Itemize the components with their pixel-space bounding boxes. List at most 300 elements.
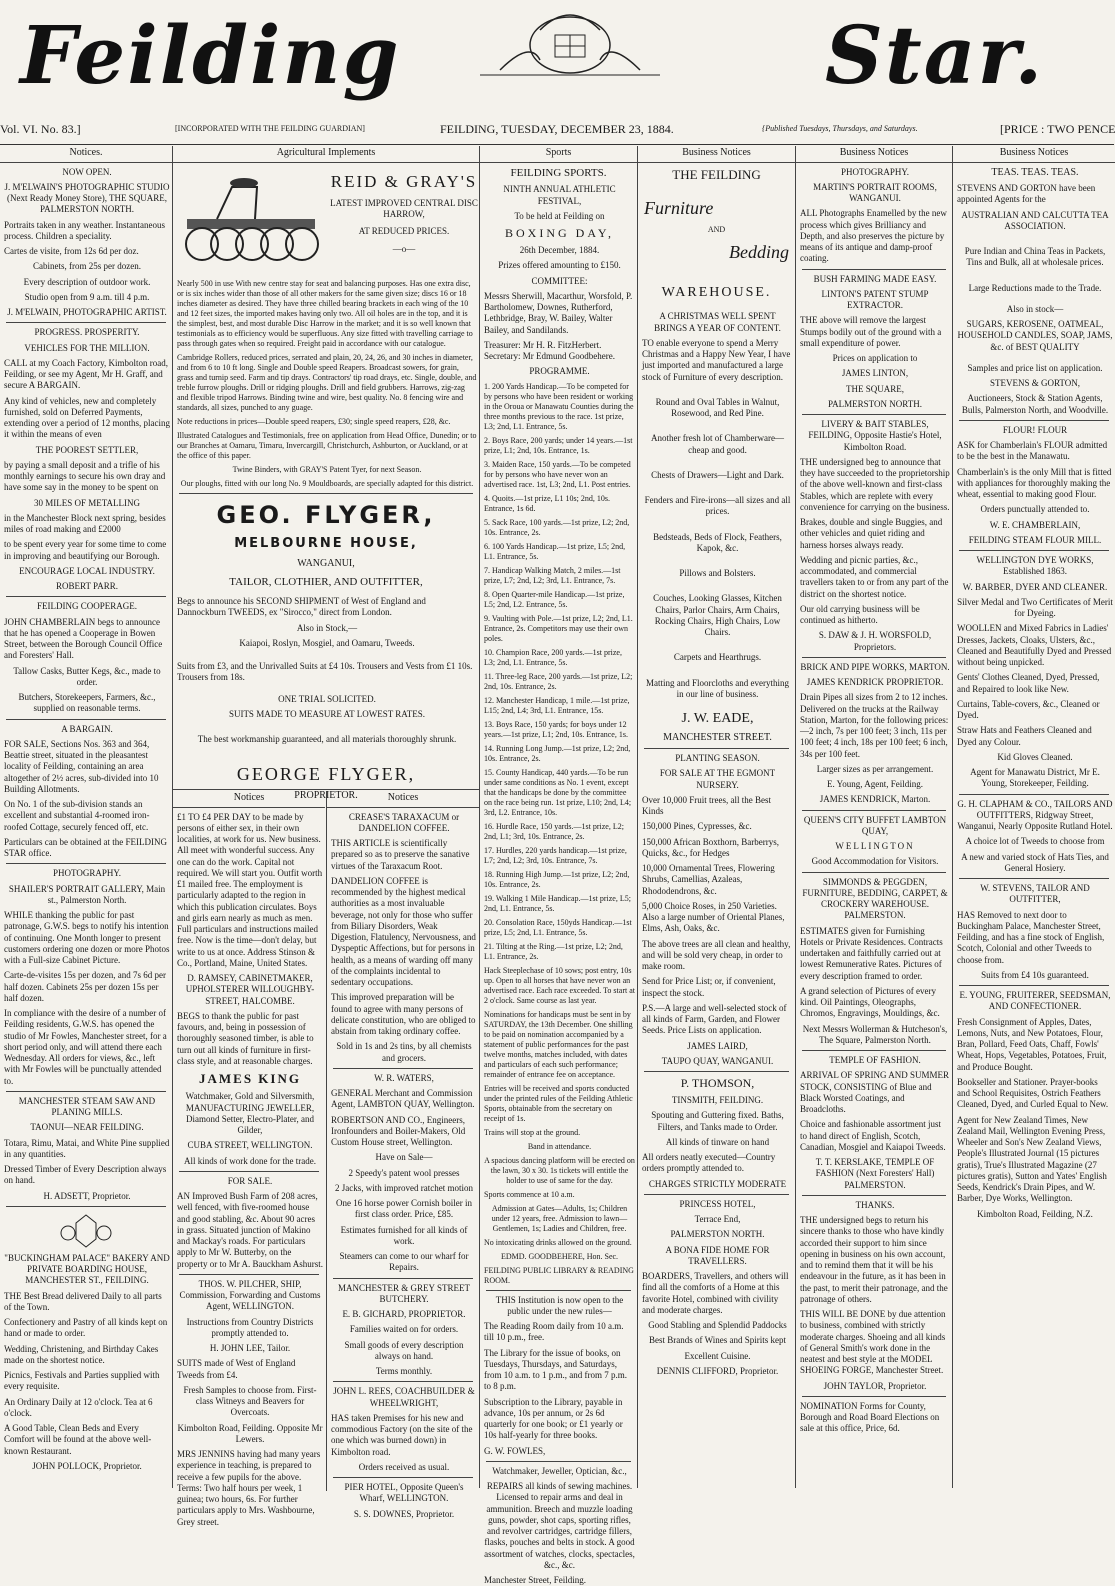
- business-item: Larger sizes as per arrangement.: [816, 763, 934, 774]
- notice-item: CALL at my Coach Factory, Kimbolton road, Feilding, or see my Agent, Mr H. Graff, and secure A BARGAIN.: [4, 357, 169, 391]
- furniture-item: Round and Oval Tables in Walnut, Rosewood, and Red Pine.: [655, 396, 780, 418]
- business-item: Chamberlain's is the only Mill that is fitted with appliances for thoroughly making the wheat, essential to making good Flour.: [957, 466, 1112, 499]
- advert-paragraph: Nearly 500 in use With new centre stay for seat and balancing purposes. Has one extra disc, or is six inches wider than those of all other makers for the same given size; discs 16 or 18 inches diameter as desired. They have three chilled bearing brackets in each wing of the 10 and 12 feet sizes, the imported makes having only two. All oil holes are in the top, and it is the simplest, best, and most durable Disc Harrow in the market; and it is so well known that testimonials as to efficiency would be superfluous. Any size fitted with travelling carriage to pass through gates when so required. Freight paid in accordance with our catalogue.: [177, 278, 473, 348]
- sports-item: Nominations for handicaps must be sent in by SATURDAY, the 13th December. One shilling to be paid on nomination accompanied by a statement of public performances for the past twelve months, matches included, with dates and particulars of each such performance; remainder of entrance fee on acceptance.: [484, 1009, 633, 1079]
- disc-harrow-illustration-icon: [177, 169, 325, 277]
- sports-item: 19. Walking 1 Mile Handicap.—1st prize, L5; 2nd, L1. Entrance, 5s.: [484, 893, 631, 913]
- notice-item: SHAILER'S PORTRAIT GALLERY, Main st., Palmerston North.: [8, 883, 166, 905]
- notice-item: Carte-de-visites 15s per dozen, and 7s 6d per half dozen. Cabinets 25s per dozen 15s per half dozen.: [4, 970, 166, 1003]
- sports-item: A spacious dancing platform will be erected on the lawn, 30 x 30. 1s tickets will entitle the holder to use of same for the day.: [484, 1155, 635, 1185]
- notice-item: Families waited on for orders.: [349, 1324, 459, 1335]
- business-item: W. STEVENS, TAILOR AND OUTFITTER,: [980, 883, 1090, 905]
- notices-list: [0, 167, 172, 1473]
- column-agricultural: [172, 146, 479, 1527]
- advert-paragraph: Cambridge Rollers, reduced prices, serrated and plain, 20, 24, 26, and 30 inches in diameter, and from 6 to 10 ft long. Single and Double speed Reapers. Broadcast sowers, for grain, grass and turnip seed. Farm and tip drays. Contractors' tip road drays, etc. Single, double, and treble furrow ploughs. Drill or ridging ploughs. Drill and field grubbers. Harrows, zig-zag and flexible tripod Harrows. Binding twine and wire, best quality. No. 8 fencing wire and standards, all sizes, punched to any guage.: [177, 352, 477, 412]
- flyger-house: MELBOURNE HOUSE,: [234, 535, 418, 551]
- notice-item: J. M'ELWAIN'S PHOTOGRAPHIC STUDIO (Next Ready Money Store), THE SQUARE, PALMERSTON NORTH.: [4, 181, 170, 215]
- flyger-paragraph: SUITS MADE TO MEASURE AT LOWEST RATES.: [228, 708, 426, 719]
- business-item: SIMMONDS & PEGGDEN, FURNITURE, BEDDING, CARPET, & CROCKERY WAREHOUSE. PALMERSTON.: [802, 876, 948, 921]
- notice-item: PROGRESS. PROSPERITY.: [34, 327, 140, 338]
- tinsmith-item: TINSMITH, FEILDING.: [671, 1095, 764, 1105]
- business-item: G. H. CLAPHAM & CO., TAILORS AND OUTFITTERS, Ridgway Street, Wanganui, Nearly Opposite Rutland Hotel.: [957, 798, 1113, 831]
- notice-item: A Good Table, Clean Beds and Every Comfort will be found at the above well-known Restaurant.: [4, 1423, 152, 1456]
- notice-item: In compliance with the desire of a number of Feilding residents, G.W.S. has opened the studio of Mr Fowles, Manchester street, for a short period only, and will attend there each Wednesday. All orders for views, &c., left with Mr Fowles will be punctually attended to.: [4, 1008, 167, 1086]
- business-item: ARRIVAL OF SPRING AND SUMMER STOCK, CONSISTING of Blue and Black Worsted Coatings, and Broadcloths.: [800, 1070, 950, 1114]
- sports-item: 2. Boys Race, 200 yards; under 14 years.—1st prize, L1; 2nd, 10s. Entrance, 1s.: [484, 435, 633, 455]
- business-item: PALMERSTON NORTH.: [828, 398, 922, 409]
- library-title: THIS Institution is now open to the public under the new rules—: [495, 1294, 624, 1316]
- notice-item: TAONUI—NEAR FEILDING.: [30, 1122, 144, 1133]
- notice-item: VEHICLES FOR THE MILLION.: [24, 342, 150, 353]
- notice-item: THE Best Bread delivered Daily to all parts of the Town.: [4, 1290, 162, 1312]
- hotel-item: DENNIS CLIFFORD, Proprietor.: [656, 1365, 779, 1376]
- notice-item: Instructions from Country Districts promptly attended to.: [186, 1316, 314, 1338]
- hotel-item: Terrace End,: [694, 1214, 741, 1224]
- business-item: T. T. KERSLAKE, TEMPLE OF FASHION (Next Foresters' Hall) PALMERSTON.: [815, 1157, 935, 1190]
- business-item: THIS WILL BE DONE by due attention to business, combined with strictly moderate charges. Shoeing and all kinds of General Smith's work done in the neatest and best style at the MODEL SHOEING FORGE, Manchester Street.: [800, 1309, 946, 1376]
- hotel-item: Best Brands of Wines and Spirits kept: [649, 1335, 786, 1346]
- notice-item: FOR SALE, Sections Nos. 363 and 364, Beattie street, situated in the pleasantest locality of Feilding, containing an area altogether of 2½ acres, sub-divided into 10 Building Allotments.: [4, 738, 159, 794]
- business-item: Our old carrying business will be continued as hitherto.: [800, 603, 920, 625]
- sports-item: Prizes offered amounting to £150.: [498, 260, 621, 271]
- notice-item: THE POOREST SETTLER,: [35, 444, 139, 455]
- flyger-advert: [173, 500, 479, 803]
- hotel-item: A BONA FIDE HOME FOR TRAVELLERS.: [665, 1244, 770, 1266]
- subcolumn-notices-left: [173, 791, 325, 1527]
- furniture-item: Bedsteads, Beds of Flock, Feathers, Kapok, &c.: [653, 531, 782, 553]
- business-item: FLOUR! FLOUR: [1002, 424, 1068, 435]
- sports-item: 7. Handicap Walking Match, 2 miles.—1st prize, L7; 2nd, L2; 3rd, L1. Entrance, 7s.: [484, 565, 621, 585]
- column-header: Sports: [480, 146, 637, 163]
- notice-item: H. JOHN LEE, Tailor.: [209, 1343, 291, 1353]
- business-item: NOMINATION Forms for County, Borough and Road Board Elections on sale at this office, Price, 6d.: [800, 1400, 940, 1434]
- advert-paragraph: Illustrated Catalogues and Testimonials, free on application from Head Office, Dunedin; or to our Branches at Oamaru, Timaru, Invercargill, Christchurch, Ashburton, or Auckland, or at the office of this paper.: [177, 430, 477, 460]
- furniture-item: Pillows and Bolsters.: [679, 568, 756, 578]
- notice-item: JOHN CHAMBERLAIN begs to announce that he has opened a Cooperage in Bowen Street, between the Borough Council Office and Foresters' Hall.: [4, 616, 163, 661]
- subcolumn-notices-right: [326, 791, 479, 1519]
- hotel-item: PRINCESS HOTEL,: [679, 1198, 756, 1209]
- notice-item: E. B. GICHARD, PROPRIETOR.: [342, 1309, 466, 1319]
- sports-item: Admission at Gates—Adults, 1s; Children under 12 years, free. Admission to lawn—Gentlemen, 1s; Ladies and Children, free.: [491, 1203, 628, 1233]
- business-item: Next Messrs Wollerman & Hutcheson's, The Square, Palmerston North.: [802, 1023, 948, 1045]
- business-item: Also in stock—: [1006, 303, 1064, 314]
- notice-item: DANDELION COFFEE is recommended by the highest medical authorities as a most invaluable beverage, not only for those who suffer from Biliary Disorders, Weak Digestion, Flatulency, Nervousness, and Dyspeptic Affections, but for persons in health, as a means of warding off many of the complaints incidental to sedentary occupations.: [331, 875, 476, 987]
- business-item: Brakes, double and single Buggies, and other vehicles and quiet riding and harness horses always ready.: [800, 517, 943, 550]
- business-item: E. YOUNG, FRUITERER, SEEDSMAN, AND CONFECTIONER.: [959, 990, 1111, 1012]
- dateline: FEILDING, TUESDAY, DECEMBER 23, 1884.: [440, 122, 674, 136]
- advert-paragraph: Note reductions in prices—Double speed reapers, £30; single speed reapers, £28, &c.: [177, 416, 451, 426]
- notice-item: Picnics, Festivals and Parties supplied with every requisite.: [4, 1370, 160, 1392]
- notice-item: Sold in 1s and 2s tins, by all chemists and grocers.: [336, 1041, 472, 1063]
- notice-item: Studio open from 9 a.m. till 4 p.m.: [24, 291, 150, 302]
- business-item: Orders punctually attended to.: [980, 504, 1090, 515]
- business-item: A grand selection of Pictures of every kind. Oil Paintings, Oleographs, Chromos, Engravings, Mouldings, &c.: [800, 985, 940, 1019]
- sports-item: EDMD. GOODBEHERE, Hon. Sec.: [500, 1251, 619, 1261]
- nursery-item: Over 10,000 Fruit trees, all the Best Kinds: [642, 794, 771, 816]
- notice-item: WHILE thanking the public for past patronage, G.W.S. begs to notify his intention of continuing. One Month longer to present customers ordering one dozen or more Photos with a Full-size Cabinet Picture.: [4, 910, 170, 965]
- furniture-item: A CHRISTMAS WELL SPENT BRINGS A YEAR OF CONTENT.: [654, 311, 781, 333]
- notice-item: Small goods of every description always on hand.: [344, 1339, 464, 1361]
- notice-item: PHOTOGRAPHY.: [53, 868, 121, 879]
- notice-item: MRS JENNINS having had many years experience in teaching, is prepared to receive a few pupils for the above. Terms: Two half hours per week, 1 guinea; two hours, 6s. For further particulars apply to Mrs. Washbourne, Grey street.: [177, 1449, 321, 1527]
- sports-item: 16. Hurdle Race, 150 yards.—1st prize, L2; 2nd, L1; 3rd, 10s. Entrance, 2s.: [484, 821, 624, 841]
- furniture-item: Another fresh lot of Chamberware—cheap and good.: [651, 433, 784, 455]
- sports-item: COMMITTEE:: [531, 275, 588, 286]
- notice-item: On No. 1 of the sub-division stands an excellent and substantial 4-roomed iron-roofed Cottage, securely fenced off, etc.: [4, 799, 150, 832]
- column-header: Notices.: [0, 146, 172, 163]
- business-item: Samples and price list on application.: [967, 362, 1103, 373]
- notice-item: AN Improved Bush Farm of 208 acres, well fenced, with five-roomed house and good stabling, &c. About 90 acres in grass. Situated junction of Makino and Mackay's roads. For particulars apply to Mr W. Butterby, on the property or to Mr A. Bauckham Ashurst.: [177, 1191, 323, 1269]
- notice-item: Tallow Casks, Butter Kegs, &c., made to order.: [13, 665, 161, 687]
- sports-title: FEILDING SPORTS.: [510, 166, 607, 179]
- sports-item: 21. Tilting at the Ring.—1st prize, L2; 2nd, L1. Entrance, 2s.: [484, 941, 623, 961]
- business-item: TEAS. TEAS. TEAS.: [991, 166, 1079, 178]
- business-item: AUSTRALIAN AND CALCUTTA TEA ASSOCIATION.: [961, 209, 1109, 231]
- business-item: W. BARBER, DYER AND CLEANER.: [962, 581, 1108, 592]
- sports-item: NINTH ANNUAL ATHLETIC FESTIVAL,: [503, 184, 616, 206]
- nursery-item: 150,000 African Boxthorn, Barberrys, Quicks, &c., for Hedges: [642, 836, 779, 858]
- business-item: Curtains, Table-covers, &c., Cleaned or Dyed.: [957, 698, 1100, 720]
- notice-item: Terms monthly.: [375, 1366, 433, 1376]
- business-item: THANKS.: [855, 1199, 895, 1210]
- nursery-item: The above trees are all clean and healthy, and will be sold very cheap, in order to make room.: [642, 938, 791, 971]
- notice-item: MANCHESTER STEAM SAW AND PLANING MILLS.: [18, 1095, 156, 1117]
- sports-item: Entries will be received and sports conducted under the printed rules of the Feilding Athletic Sports, obtainable from the secretary on receipt of 1s.: [484, 1083, 633, 1123]
- publication-days: {Published Tuesdays, Thursdays, and Saturdays.: [762, 124, 918, 133]
- business-item: Drain Pipes all sizes from 2 to 12 inches. Delivered on the trucks at the Railway Station, Marton, for the following prices:—2 inch, 7s per 100 feet; 3 inch, 11s per 100 feet; 4 inch, 18s per 100 feet; 6 inch, 34s per 100 feet.: [800, 692, 949, 759]
- business-item: WELLINGTON DYE WORKS, Established 1863.: [976, 555, 1094, 577]
- sports-item: Hack Steeplechase of 10 sows; post entry, 10s up. Open to all horses that have never won an advertised race. Each race exceeded. To start at 2 o'clock. Same course as last year.: [484, 965, 635, 1005]
- column-furniture: [637, 146, 795, 1488]
- nursery-item: Send for Price List; or, if convenient, inspect the stock.: [642, 976, 776, 998]
- sports-item: 12. Manchester Handicap, 1 mile.—1st prize, L15; 2nd, L4; 3rd, L1. Entrance, 15s.: [484, 695, 630, 715]
- tinsmith-item: P. THOMSON,: [680, 1076, 755, 1090]
- sports-item: 14. Running Long Jump.—1st prize, L2; 2nd, 10s. Entrance, 2s.: [484, 743, 631, 763]
- business-item: BRICK AND PIPE WORKS, MARTON.: [800, 661, 950, 672]
- business-item: FEILDING STEAM FLOUR MILL.: [968, 534, 1102, 545]
- volume-number: Vol. VI. No. 83.]: [0, 122, 81, 136]
- tinsmith-item: All orders neatly executed—Country orders promptly attended to.: [642, 1152, 776, 1174]
- sports-item: 18. Running High Jump.—1st prize, L2; 2nd, 10s. Entrance, 2s.: [484, 869, 630, 889]
- business-item: TEMPLE OF FASHION.: [829, 1055, 921, 1065]
- column-notices: [0, 146, 172, 1488]
- business-item: Gents' Clothes Cleaned, Dyed, Pressed, and Repaired to look like New.: [957, 672, 1100, 694]
- notice-item: JOHN POLLOCK, Proprietor.: [32, 1460, 142, 1471]
- business-item: A new and varied stock of Hats Ties, and General Hosiery.: [961, 851, 1109, 873]
- business-item: THE undersigned beg to announce that they have succeeded to the proprietorship of the above well-known and first-class Stables, which are replete with every convenience for carrying on the business.: [800, 456, 950, 512]
- sports-item: 5. Sack Race, 100 yards.—1st prize, L2; 2nd, 10s. Entrance, 2s.: [484, 517, 630, 537]
- nursery-item: P.S.—A large and well-selected stock of all kinds of Farm, Garden, and Flower Seeds. Price Lists on application.: [642, 1002, 787, 1036]
- sports-item: PROGRAMME.: [529, 366, 590, 377]
- business-item: Suits from £4 10s guaranteed.: [981, 969, 1089, 980]
- nursery-item: PLANTING SEASON.: [675, 753, 760, 763]
- notice-item: "BUCKINGHAM PALACE" BAKERY AND PRIVATE BOARDING HOUSE, MANCHESTER ST., FEILDING.: [4, 1252, 170, 1286]
- sports-item: 26th December, 1884.: [519, 245, 600, 255]
- notice-item: BEGS to thank the public for past favours, and, being in possession of thoroughly seasoned timber, is able to turn out all kinds of furniture in first-class style, and at reasonable charges.: [177, 1010, 314, 1066]
- notice-item: CREASE'S TARAXACUM or DANDELION COFFEE.: [348, 811, 460, 833]
- advert-paragraph: Twine Binders, with GRAY'S Patent Tyer, for next Season.: [232, 464, 422, 474]
- notice-item: Totara, Rimu, Matai, and White Pine supplied in any quantities.: [4, 1137, 170, 1159]
- sports-item: 9. Vaulting with Pole.—1st prize, L2; 2nd, L1. Entrance, 2s. Competitors may use their own poles.: [484, 613, 633, 643]
- royal-arms-icon: [56, 1211, 116, 1251]
- sports-item: 6. 100 Yards Handicap.—1st prize, L5; 2nd, L1. Entrance, 5s.: [484, 541, 626, 561]
- furniture-title: THE FEILDING: [672, 166, 761, 182]
- notice-item: All kinds of work done for the trade.: [184, 1155, 316, 1166]
- notice-item: PIER HOTEL, Opposite Queen's Wharf, WELLINGTON.: [344, 1482, 464, 1504]
- business-item: STEVENS & GORTON,: [989, 378, 1081, 388]
- advert-subtitle: LATEST IMPROVED CENTRAL DISC HARROW,: [330, 197, 478, 219]
- sports-item: BOXING DAY,: [504, 226, 614, 240]
- business-item: SUGARS, KEROSENE, OATMEAL, HOUSEHOLD CANDLES, SOAP, JAMS, &c. of BEST QUALITY: [957, 319, 1113, 352]
- sports-item: 17. Hurdles, 220 yards handicap.—1st prize, L7; 2nd, L2; 3rd, 10s. Entrance, 7s.: [484, 845, 627, 865]
- notice-item: ROBERTSON AND CO., Engineers, Ironfounders and Boiler-Makers, Old Custom House street, Wellington.: [331, 1114, 466, 1147]
- furniture-and: AND: [707, 225, 726, 235]
- business-item: W. E. CHAMBERLAIN,: [989, 519, 1081, 530]
- sports-item: 4. Quoits.—1st prize, L1 10s; 2nd, 10s. Entrance, 1s 6d.: [484, 493, 610, 513]
- sports-item: 1. 200 Yards Handicap.—To be competed for by persons who have been resident or working in the Oroua or Manawatu Counties during the three months previous to the race. 1st prize, L3; 2nd, L1. Entrance, 5s.: [484, 381, 634, 431]
- business-item: LINTON'S PATENT STUMP EXTRACTOR.: [821, 288, 929, 310]
- business-item: Agent for New Zealand Times, New Zealand Mail, Wellington Evening Press, Wheeler and Son's New Zealand Views, People's Illustrated Journal (15 pictures gratis), True's Illustrated Magazine (27 pictures gratis), Sutton and Yates' English Seeds, Kendrick's Drain Pipes, and W. Barber, Dye Works, Wellington.: [957, 1114, 1107, 1204]
- fowles-item: Manchester Street, Feilding.: [484, 1575, 586, 1585]
- business-item: Good Accommodation for Visitors.: [811, 856, 939, 867]
- business-item: S. DAW & J. H. WORSFOLD, Proprietors.: [818, 630, 932, 652]
- business-item: WELLINGTON: [835, 841, 915, 851]
- column-business-2: [952, 146, 1115, 1488]
- notice-item: Portraits taken in any weather. Instantaneous process. Children a speciality.: [4, 219, 165, 241]
- sports-item: Sports commence at 10 a.m.: [484, 1189, 575, 1199]
- advert-price-line: AT REDUCED PRICES.: [358, 226, 450, 237]
- notice-item: Estimates furnished for all kinds of work.: [340, 1224, 468, 1246]
- price: [PRICE : TWO PENCE: [1000, 122, 1115, 136]
- notice-item: by paying a small deposit and a trifle of his monthly earnings to secure his own dray and have some say in the money to be spent on: [4, 459, 166, 493]
- furniture-heading: Furniture: [644, 197, 714, 218]
- notice-item: HAS taken Premises for his new and commodious Factory (on the site of the one which was burned down) in Kimbolton road.: [331, 1412, 473, 1457]
- nursery-item: 5,000 Choice Roses, in 250 Varieties. Also a large number of Oriental Planes, Elms, Ash, Oaks, &c.: [642, 900, 785, 934]
- business-item: Choice and fashionable assortment just to hand direct of English, Scotch, Canadian, Mosgiel and Kaiapoi Tweeds.: [800, 1119, 946, 1152]
- notice-item: ROBERT PARR.: [56, 581, 118, 591]
- sports-item: Band in attendance.: [527, 1141, 592, 1151]
- column-header: Business Notices: [796, 146, 952, 163]
- notice-item: One 16 horse power Cornish boiler in first class order. Price, £85.: [336, 1198, 472, 1220]
- notice-item: This improved preparation will be found to agree with many persons of delicate constitution, who are obliged to abstain from taking ordinary coffee.: [331, 992, 476, 1036]
- business-item: THE above will remove the largest Stumps bodily out of the ground with a small expenditure of power.: [800, 315, 942, 348]
- flyger-paragraph: Also in Stock,—: [296, 622, 358, 633]
- sports-item: 20. Consolation Race, 150yds Handicap.—1st prize, L5; 2nd, L1. Entrance, 5s.: [484, 917, 632, 937]
- nursery-item: 150,000 Pines, Cypresses, &c.: [642, 821, 752, 832]
- sports-item: 3. Maiden Race, 150 yards.—To be competed for by persons who have never won an advertised race. 1st, L3; 2nd, L1. Post entries.: [484, 459, 631, 489]
- notice-item: THOS. W. PILCHER, SHIP, Commission, Forwarding and Customs Agent, WELLINGTON.: [179, 1278, 321, 1312]
- notice-item: ENCOURAGE LOCAL INDUSTRY.: [19, 565, 155, 576]
- business-item: E. Young, Agent, Feilding.: [826, 779, 923, 789]
- nursery-item: FOR SALE AT THE EGMONT NURSERY.: [659, 768, 776, 790]
- notice-item: 2 Jacks, with improved ratchet motion: [335, 1182, 473, 1193]
- sports-item: 15. County Handicap, 440 yards.—To be run under same conditions as No. 1 event, except that the handicaps be done by the committee on the race being run. 1st prize, L10; 2nd, L4; 3rd, L2. Entrance, 10s.: [484, 767, 632, 817]
- notice-item: FEILDING COOPERAGE.: [37, 601, 137, 612]
- sports-item: Treasurer: Mr H. R. FitzHerbert. Secretary: Mr Edmund Goodbehere.: [484, 339, 615, 361]
- nursery-item: 10,000 Ornamental Trees, Flowering Shrubs, Camellias, Azaleas, Rhododendrons, &c.: [642, 863, 775, 896]
- bedding-heading: Bedding: [729, 242, 789, 263]
- business-item: PHOTOGRAPHY.: [841, 166, 909, 177]
- notice-item: SUITS made of West of England Tweeds from £4.: [177, 1358, 296, 1380]
- flyger-trade: TAILOR, CLOTHIER, AND OUTFITTER,: [229, 576, 423, 589]
- masthead: [0, 0, 1114, 118]
- sports-item: 10. Champion Race, 200 yards.—1st prize, L3; 2nd, L1. Entrance, 5s.: [484, 647, 622, 667]
- business-item: Bookseller and Stationer. Prayer-books and School Requisites, Ostrich Feathers Cleaned, Dyed, and Curled Equal to New.: [957, 1076, 1109, 1110]
- incorporated-note: [INCORPORATED WITH THE FEILDING GUARDIAN]: [175, 124, 365, 133]
- business-item: BUSH FARMING MADE EASY.: [813, 273, 937, 284]
- business-item: ASK for Chamberlain's FLOUR admitted to be the best in the Manawatu.: [957, 440, 1108, 462]
- business-item: Wedding and picnic parties, &c., accommodated, and commercial travellers taken to or from any part of the district on the shortest notice.: [800, 554, 949, 599]
- flyger-title: GEO. FLYGER,: [216, 500, 436, 529]
- notice-item: JAMES KING: [199, 1071, 301, 1086]
- business-item: Auctioneers, Stock & Station Agents, Bulls, Palmerston North, and Woodville.: [961, 393, 1109, 415]
- business-item: Kimbolton Road, Feilding, N.Z.: [977, 1208, 1093, 1219]
- notice-item: Dressed Timber of Every Description always on hand.: [4, 1164, 167, 1186]
- tinsmith-item: Spouting and Guttering fixed. Baths, Filters, and Tanks made to Order.: [651, 1110, 784, 1132]
- tinsmith-item: All kinds of tinware on hand: [665, 1136, 770, 1147]
- notice-item: Watchmaker, Gold and Silversmith, MANUFACTURING JEWELLER, Diamond Setter, Electro-Plater, and Gilder,: [185, 1091, 315, 1135]
- business-item: THE undersigned begs to return his sincere thanks to those who have kindly accorded their support to him since opening in business on his own account, and to remind them that it will be his endeavour in the future, as it has been in the past, to merit their patronage, and the patronage of others.: [800, 1215, 948, 1304]
- notice-item: NOW OPEN.: [62, 166, 112, 177]
- column-sports: [479, 146, 637, 1585]
- notice-item: JOHN L. REES, COACHBUILDER & WHEELWRIGHT,: [333, 1386, 475, 1408]
- notice-item: J. M'ELWAIN, PHOTOGRAPHIC ARTIST.: [7, 307, 167, 317]
- furniture-item: Couches, Looking Glasses, Kitchen Chairs, Parlor Chairs, Arm Chairs, Rocking Chairs, High Chairs, Low Chairs.: [653, 593, 782, 637]
- business-item: ESTIMATES given for Furnishing Hotels or Private Residences. Contracts undertaken and faithfully carried out at lowest Remunerative Rates. Pictures of every description framed to order.: [800, 925, 943, 981]
- notice-item: D. RAMSEY, CABINETMAKER, UPHOLSTERER WILLOUGHBY-STREET, HALCOMBE.: [185, 973, 315, 1006]
- notice-item: W. R. WATERS,: [374, 1072, 434, 1083]
- furniture-item: Fenders and Fire-irons—all sizes and all prices.: [644, 495, 791, 517]
- business-item: LIVERY & BAIT STABLES, FEILDING, Opposite Hastie's Hotel, Kimbolton Road.: [808, 419, 942, 452]
- business-item: Straw Hats and Feathers Cleaned and Dyed any Colour.: [957, 725, 1092, 747]
- business-item: Large Reductions made to the Trade.: [968, 282, 1102, 293]
- business-item: JAMES KENDRICK, Marton.: [819, 794, 931, 805]
- notice-item: A BARGAIN.: [61, 723, 113, 734]
- flyger-signature: GEORGE FLYGER,: [236, 764, 416, 785]
- fowles-item: REPAIRS all kinds of sewing machines. Licensed to repair arms and deal in ammunition. Breech and muzzle loading guns, powder, shot caps, sporting rifles, and revolver cartridges, cartridge fillers, flasks, pouches and belts in stock. A good assortment of watches, clocks, spectacles, &c., &c.: [484, 1481, 635, 1570]
- business-item: QUEEN'S CITY BUFFET LAMBTON QUAY,: [803, 814, 947, 836]
- business-item: ALL Photographs Enamelled by the new process which gives Brilliancy and Depth, and also preserves the picture by means of its antique and damp-proof coating.: [800, 208, 947, 264]
- business-item: JOHN TAYLOR, Proprietor.: [823, 1380, 927, 1391]
- business-item: Prices on application to: [832, 353, 918, 363]
- furniture-item: TO enable everyone to spend a Merry Christmas and a Happy New Year, I have just imported and manufactured a large stock of Furniture of every description.: [642, 337, 791, 382]
- library-item: The Reading Room daily from 10 a.m. till 10 p.m., free.: [484, 1321, 624, 1343]
- flyger-paragraph: Suits from £3, and the Unrivalled Suits at £4 10s. Trousers and Vests from £1 10s. Trousers from 18s.: [177, 661, 473, 683]
- furniture-item: J. W. EADE,: [681, 711, 754, 726]
- business-item: A choice lot of Tweeds to choose from: [965, 836, 1105, 847]
- notice-item: Orders received as usual.: [358, 1461, 450, 1472]
- library-item: Subscription to the Library, payable in advance, 10s per annum, or 2s 6d quarterly for one book; or £1 yearly or 10s half-yearly for three books.: [484, 1396, 623, 1441]
- furniture-item: MANCHESTER STREET.: [663, 731, 772, 743]
- notice-item: Particulars can be obtained at the FEILDING STAR office.: [4, 836, 167, 858]
- notice-item: GENERAL Merchant and Commission Agent, LAMBTON QUAY, Wellington.: [331, 1088, 475, 1110]
- sports-item: FEILDING PUBLIC LIBRARY & READING ROOM.: [484, 1265, 634, 1285]
- flyger-paragraph: Kaiapoi, Roslyn, Mosgiel, and Oamaru, Tweeds.: [239, 637, 415, 648]
- column-header: Notices: [173, 791, 325, 808]
- furniture-item: Chests of Drawers—Light and Dark.: [651, 469, 784, 480]
- column-business-1: [795, 146, 952, 1488]
- advert-title: REID & GRAY'S: [330, 171, 478, 191]
- notice-item: H. ADSETT, Proprietor.: [43, 1190, 131, 1201]
- business-item: THE SQUARE,: [846, 383, 904, 394]
- column-header: Business Notices: [953, 146, 1115, 163]
- notice-item: Cabinets, from 25s per dozen.: [33, 261, 141, 272]
- coat-of-arms-icon: [470, 0, 670, 80]
- sports-item: Trains will stop at the ground.: [484, 1127, 581, 1137]
- library-item: G. W. FOWLES,: [484, 1445, 546, 1456]
- notice-item: to be spent every year for some time to come in improving and beautifying our Borough.: [4, 539, 167, 561]
- notice-item: An Ordinary Daily at 12 o'clock. Tea at 6 o'clock.: [4, 1396, 153, 1418]
- flyger-paragraph: The best workmanship guaranteed, and all materials thoroughly shrunk.: [197, 734, 457, 744]
- library-item: The Library for the issue of books, on Tuesdays, Thursdays, and Saturdays, from 10 a.m. to 1 p.m., and from 7 p.m. to 8 p.m.: [484, 1347, 627, 1392]
- notice-item: Confectionery and Pastry of all kinds kept on hand or made to order.: [4, 1317, 168, 1339]
- nursery-item: JAMES LAIRD,: [687, 1040, 748, 1051]
- flyger-proprietor: PROPRIETOR.: [294, 789, 358, 801]
- sports-item: To be held at Feilding on: [514, 210, 605, 221]
- notice-item: in the Manchester Block next spring, besides miles of road making and £2000: [4, 512, 166, 534]
- notice-item: £1 TO £4 PER DAY to be made by persons of either sex, in their own localities, at work for us. New business. All meet with wonderful success. Any one can do the work. Capital not required. We will start you. Outfit worth £1 mailed free. The employment is particularly adapted to the region in which this publication circulates. Boys and girls earn nearly as much as men. Full particulars and instructions mailed free. Now is the time—don't delay, but write to us at once. Address Stinson & Co., Portland, Maine, United States.: [177, 811, 323, 968]
- column-header: Notices: [327, 791, 479, 808]
- business-item: Kid Gloves Cleaned.: [997, 751, 1073, 762]
- flyger-paragraph: ONE TRIAL SOLICITED.: [278, 693, 376, 704]
- masthead-title-left: Feilding: [20, 8, 401, 102]
- fowles-item: Watchmaker, Jeweller, Optician, &c.,: [492, 1465, 627, 1476]
- reid-gray-advert: REID & GRAY'S LATEST IMPROVED CENTRAL DISC HARROW, AT REDUCED PRICES. —o—: [173, 167, 479, 279]
- hotel-item: BOARDERS, Travellers, and others will find all the comforts of a Home at this favorite Hotel, combined with civility and moderate charges.: [642, 1271, 789, 1315]
- notice-item: FOR SALE.: [227, 1175, 273, 1186]
- business-item: Silver Medal and Two Certificates of Merit for Dyeing.: [957, 596, 1113, 618]
- notice-item: Every description of outdoor work.: [23, 276, 151, 287]
- issue-info-bar: [0, 118, 1114, 145]
- advert-paragraph: Our ploughs, fitted with our long No. 9 Mouldboards, are specially adapted for this district.: [180, 478, 474, 488]
- hotel-item: Good Stabling and Splendid Paddocks: [648, 1320, 787, 1330]
- business-item: Agent for Manawatu District, Mr E. Young, Storekeeper, Feilding.: [970, 767, 1100, 789]
- business-item: JAMES LINTON,: [841, 368, 909, 379]
- sports-item: Messrs Sherwill, Macarthur, Worsfold, P. Bartholomew, Downes, Rutherford, Lethbridge, Bray, W. Bailey, Walter Bailey, and Sandilands.: [484, 290, 633, 335]
- flyger-paragraph: Begs to announce his SECOND SHIPMENT of West of England and Dannockburn TWEEDS, ex "Sirocco," direct from London.: [177, 596, 426, 618]
- business-item: JAMES KENDRICK PROPRIETOR.: [806, 677, 944, 687]
- tinsmith-item: CHARGES STRICTLY MODERATE: [648, 1178, 787, 1189]
- hotel-item: PALMERSTON NORTH.: [670, 1229, 765, 1240]
- furniture-item: Matting and Floorcloths and everything in our line of business.: [646, 677, 789, 699]
- notice-item: Steamers can come to our wharf for Repairs.: [339, 1251, 469, 1273]
- business-item: STEVENS AND GORTON have been appointed Agents for the: [957, 183, 1096, 205]
- notice-item: Wedding, Christening, and Birthday Cakes made on the shortest notice.: [4, 1343, 159, 1365]
- business-item: HAS Removed to next door to Buckingham Palace, Manchester Street, Feilding, and has a fine stock of English, Scotch, Colonial and other Tweeds to choose from.: [957, 909, 1105, 965]
- flyger-town: WANGANUI,: [297, 557, 355, 569]
- sports-item: 11. Three-leg Race, 200 yards.—1st prize, L2; 2nd, 10s. Entrance, 2s.: [484, 671, 633, 691]
- notice-item: CUBA STREET, WELLINGTON.: [187, 1140, 313, 1151]
- notice-item: Fresh Samples to choose from. First-class Witneys and Beavers for Overcoats.: [183, 1384, 317, 1418]
- sports-item: No intoxicating drinks allowed on the ground.: [484, 1237, 632, 1247]
- business-item: Fresh Consignment of Apples, Dates, Lemons, Nuts, and New Potatoes, Flour, Bran, Pollard, Feed Oats, Chaff, Fowls' Wheat, Hops, Vegetables, Potatoes, Fruit, and Produce Bought.: [957, 1016, 1107, 1072]
- notice-item: Butchers, Storekeepers, Farmers, &c., supplied on reasonable terms.: [18, 692, 156, 714]
- business-item: MARTIN'S PORTRAIT ROOMS, WANGANUI.: [813, 181, 937, 203]
- column-header: Business Notices: [638, 146, 795, 163]
- notice-item: 30 MILES OF METALLING: [33, 497, 141, 508]
- notice-item: Kimbolton Road, Feilding. Opposite Mr Lewers.: [177, 1422, 323, 1444]
- notice-item: THIS ARTICLE is scientifically prepared so as to preserve the sanative virtues of the Taraxacum Root.: [331, 838, 470, 871]
- hotel-item: Excellent Cuisine.: [684, 1350, 751, 1361]
- notice-item: S. S. DOWNES, Proprietor.: [353, 1508, 455, 1519]
- notice-item: 2 Speedy's patent wool presses: [348, 1167, 460, 1178]
- notice-item: MANCHESTER & GREY STREET BUTCHERY.: [338, 1282, 470, 1304]
- column-header: Agricultural Implements: [173, 146, 479, 163]
- nursery-item: TAUPO QUAY, WANGANUI.: [661, 1055, 774, 1066]
- notice-item: Any kind of vehicles, new and completely furnished, sold on Deferred Payments, extending over a period of 12 months, placing it within the means of even: [4, 395, 170, 440]
- furniture-item: Carpets and Hearthrugs.: [673, 652, 762, 663]
- notice-item: Cartes de visite, from 12s 6d per doz.: [4, 246, 139, 256]
